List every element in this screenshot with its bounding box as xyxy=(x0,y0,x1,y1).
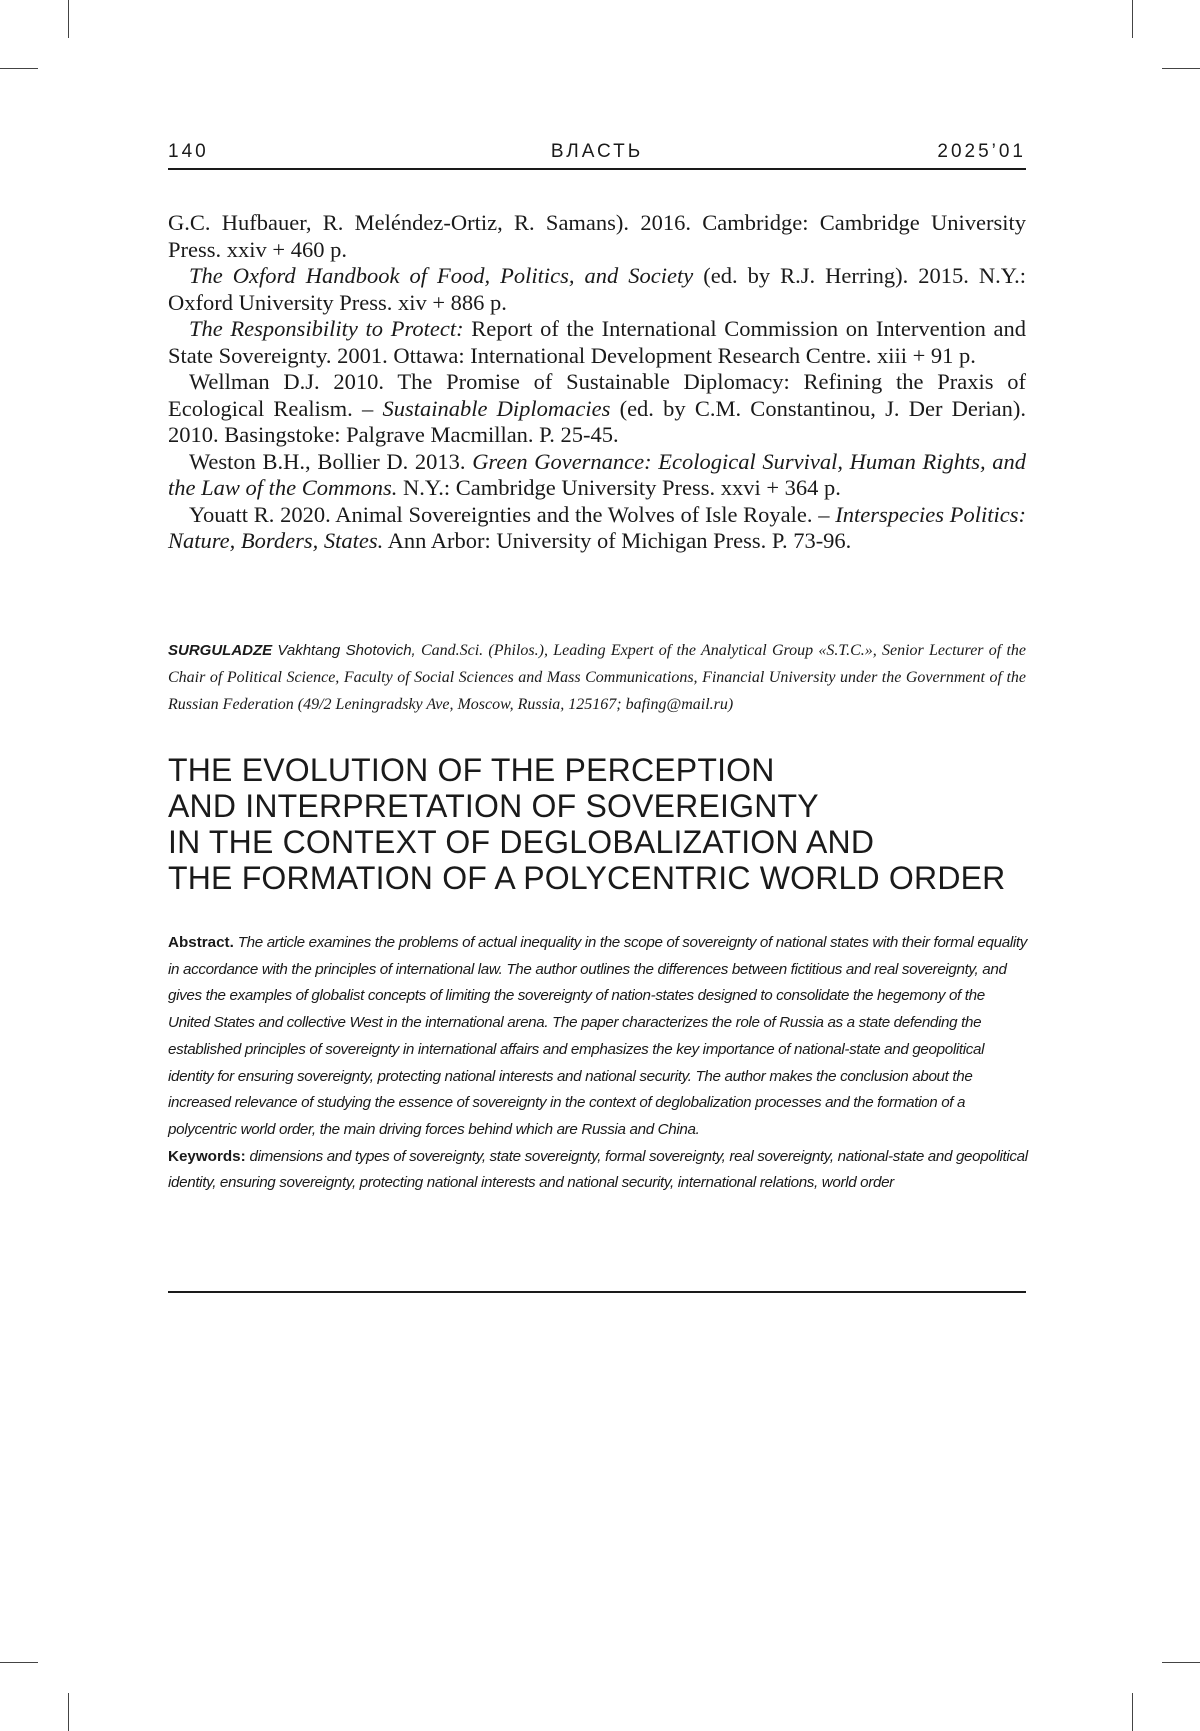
abstract-paragraph xyxy=(168,930,1028,1144)
crop-mark xyxy=(68,0,69,38)
crop-mark xyxy=(68,1693,69,1731)
reference-item xyxy=(168,316,1026,369)
reference-text: Ann Arbor: University of Michigan Press. P. 73-96. xyxy=(383,528,851,553)
crop-mark xyxy=(0,68,38,69)
title-line: IN THE CONTEXT OF DEGLOBALIZATION AND xyxy=(168,824,1068,860)
title-line: THE FORMATION OF A POLYCENTRIC WORLD ORDER xyxy=(168,860,1068,896)
reference-text: Wellman D.J. 2010. The Promise of Sustainable Diplomacy: Refining the Praxis of Ecological Realism. – xyxy=(168,369,1026,421)
journal-title: ВЛАСТЬ xyxy=(168,141,1026,163)
reference-text: Youatt R. 2020. Animal Sovereignties and the Wolves of Isle Royale. – xyxy=(189,502,835,527)
author-given-names: Vakhtang Shotovich, xyxy=(277,642,415,659)
author-surname: SURGULADZE xyxy=(168,642,272,659)
reference-text: (ed. by C.M. Constantinou, J. Der Derian). 2010. Basingstoke: Palgrave Macmillan. P. 25-45. xyxy=(168,396,1026,448)
crop-mark xyxy=(1132,0,1133,38)
reference-item xyxy=(168,502,1026,555)
references-list xyxy=(168,210,1026,555)
reference-text: The Oxford Handbook of Food, Politics, and Society xyxy=(189,263,693,288)
keywords-label: Keywords: xyxy=(168,1148,246,1165)
abstract-label: Abstract. xyxy=(168,934,234,951)
abstract-block xyxy=(168,930,1028,1197)
reference-item xyxy=(168,369,1026,449)
reference-text: Interspecies Politics: Nature, Borders, States. xyxy=(168,502,1026,554)
crop-mark xyxy=(1162,1662,1200,1663)
reference-text: (ed. by R.J. Herring). 2015. N.Y.: Oxford University Press. xiv + 886 p. xyxy=(168,263,1026,315)
running-header xyxy=(168,138,1026,170)
reference-text: N.Y.: Cambridge University Press. xxvi + 364 p. xyxy=(397,475,841,500)
reference-text: Report of the International Commission on Intervention and State Sovereignty. 2001. Ottawa: International Development Research Centre. xiii + 91 p. xyxy=(168,316,1026,368)
reference-text: Weston B.H., Bollier D. 2013. xyxy=(189,449,472,474)
reference-item xyxy=(168,449,1026,502)
reference-item xyxy=(168,210,1026,263)
crop-mark xyxy=(1132,1693,1133,1731)
author-details: Cand.Sci. (Philos.), Leading Expert of the Analytical Group «S.T.C.», Senior Lecturer of the Chair of Political Science, Faculty of Social Sciences and Mass Communications, Financial University under the Government of the Russian Federation (49/2 Leningradsky Ave, Moscow, Russia, 125167; bafing@mail.ru) xyxy=(168,642,1026,713)
title-line: THE EVOLUTION OF THE PERCEPTION xyxy=(168,752,1068,788)
title-line: AND INTERPRETATION OF SOVEREIGNTY xyxy=(168,788,1068,824)
abstract-text: The article examines the problems of actual inequality in the scope of sovereignty of national states with their formal equality in accordance with the principles of international law. The author outlines the differences between fictitious and real sovereignty, and gives the examples of globalist concepts of limiting the sovereignty of nation-states designed to consolidate the hegemony of the United States and collective West in the international arena. The paper characterizes the role of Russia as a state defending the established principles of sovereignty in international affairs and emphasizes the key importance of national-state and geopolitical identity for ensuring sovereignty, protecting national interests and national security. The author makes the conclusion about the increased relevance of studying the essence of sovereignty in the context of deglobalization processes and the formation of a polycentric world order, the main driving forces behind which are Russia and China. xyxy=(168,934,1027,1138)
author-info xyxy=(168,637,1026,718)
crop-mark xyxy=(1162,68,1200,69)
keywords-text: dimensions and types of sovereignty, state sovereignty, formal sovereignty, real sovereignty, national-state and geopolitical identity, ensuring sovereignty, protecting national interests and national security, international relations, world order xyxy=(168,1148,1028,1192)
reference-item xyxy=(168,263,1026,316)
reference-text: Sustainable Diplomacies xyxy=(382,396,610,421)
keywords-paragraph xyxy=(168,1144,1028,1197)
article-title xyxy=(168,752,1068,896)
reference-text: The Responsibility to Protect: xyxy=(189,316,464,341)
issue-number: 2025’01 xyxy=(937,141,1026,163)
reference-text: Green Governance: Ecological Survival, Human Rights, and the Law of the Commons. xyxy=(168,449,1026,501)
crop-mark xyxy=(0,1662,38,1663)
reference-text: G.C. Hufbauer, R. Meléndez-Ortiz, R. Samans). 2016. Cambridge: Cambridge University Press. xxiv + 460 p. xyxy=(168,210,1026,262)
page-number: 140 xyxy=(168,141,209,163)
section-divider xyxy=(168,1291,1026,1293)
